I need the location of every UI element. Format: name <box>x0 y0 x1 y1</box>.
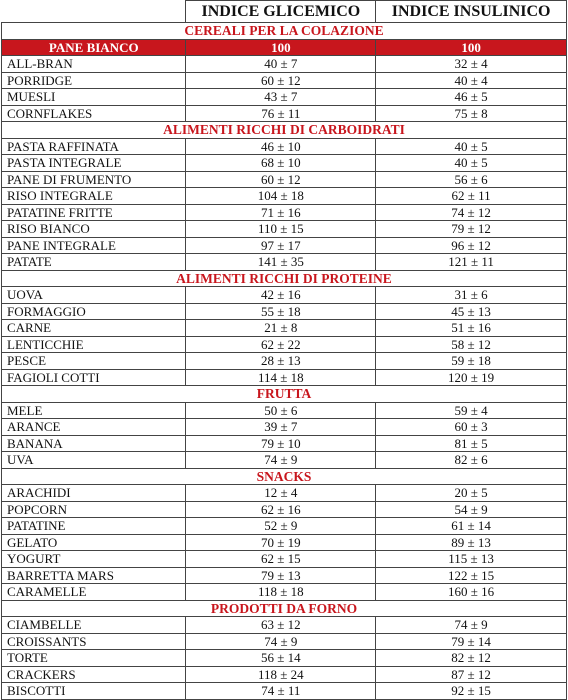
table-row <box>2 369 567 386</box>
insulin-index-value: 79 ± 14 <box>376 633 567 650</box>
glycemic-index-value: 74 ± 9 <box>186 452 376 469</box>
glycemic-index-value: 110 ± 15 <box>186 221 376 238</box>
table-row <box>2 452 567 469</box>
section-header-row <box>2 270 567 287</box>
insulin-index-value: 56 ± 6 <box>376 171 567 188</box>
insulin-index-value: 40 ± 5 <box>376 138 567 155</box>
food-name: GELATO <box>2 534 186 551</box>
food-name: PASTA RAFFINATA <box>2 138 186 155</box>
table-row <box>2 89 567 106</box>
insulin-index-value: 81 ± 5 <box>376 435 567 452</box>
food-name: POPCORN <box>2 501 186 518</box>
table-row <box>2 485 567 502</box>
glycemic-index-value: 28 ± 13 <box>186 353 376 370</box>
table-row <box>2 650 567 667</box>
glycemic-index-value: 56 ± 14 <box>186 650 376 667</box>
reference-food-name: PANE BIANCO <box>2 39 186 56</box>
food-name: RISO BIANCO <box>2 221 186 238</box>
glycemic-index-value: 46 ± 10 <box>186 138 376 155</box>
glycemic-index-value: 55 ± 18 <box>186 303 376 320</box>
insulin-index-value: 51 ± 16 <box>376 320 567 337</box>
glycemic-index-value: 40 ± 7 <box>186 56 376 73</box>
insulin-index-value: 59 ± 18 <box>376 353 567 370</box>
glycemic-index-value: 62 ± 16 <box>186 501 376 518</box>
section-title: ALIMENTI RICCHI DI CARBOIDRATI <box>2 122 567 139</box>
table-row <box>2 419 567 436</box>
food-name: PANE DI FRUMENTO <box>2 171 186 188</box>
glycemic-index-value: 76 ± 11 <box>186 105 376 122</box>
food-name: CIAMBELLE <box>2 617 186 634</box>
food-name: PESCE <box>2 353 186 370</box>
reference-glycemic-value: 100 <box>186 39 376 56</box>
food-name: MELE <box>2 402 186 419</box>
glycemic-index-value: 141 ± 35 <box>186 254 376 271</box>
food-name: BANANA <box>2 435 186 452</box>
header-corner <box>2 1 186 23</box>
section-title: SNACKS <box>2 468 567 485</box>
table-row <box>2 320 567 337</box>
section-header-row <box>2 122 567 139</box>
header-row <box>2 1 567 23</box>
insulin-index-value: 82 ± 6 <box>376 452 567 469</box>
table-row <box>2 353 567 370</box>
section-title: FRUTTA <box>2 386 567 403</box>
insulin-index-value: 160 ± 16 <box>376 584 567 601</box>
table-row <box>2 287 567 304</box>
table-row <box>2 221 567 238</box>
glycemic-index-value: 118 ± 18 <box>186 584 376 601</box>
food-name: LENTICCHIE <box>2 336 186 353</box>
insulin-index-value: 20 ± 5 <box>376 485 567 502</box>
food-name: PATATE <box>2 254 186 271</box>
table-row <box>2 518 567 535</box>
glycemic-index-value: 79 ± 13 <box>186 567 376 584</box>
table-row <box>2 534 567 551</box>
insulin-index-value: 54 ± 9 <box>376 501 567 518</box>
glycemic-index-value: 39 ± 7 <box>186 419 376 436</box>
section-header-row <box>2 386 567 403</box>
glycemic-index-value: 70 ± 19 <box>186 534 376 551</box>
glycemic-index-value: 74 ± 9 <box>186 633 376 650</box>
insulin-index-value: 62 ± 11 <box>376 188 567 205</box>
glycemic-index-value: 63 ± 12 <box>186 617 376 634</box>
insulin-index-value: 82 ± 12 <box>376 650 567 667</box>
table-row <box>2 551 567 568</box>
food-name: PORRIDGE <box>2 72 186 89</box>
table-row <box>2 633 567 650</box>
insulin-index-value: 40 ± 5 <box>376 155 567 172</box>
table-row <box>2 254 567 271</box>
insulin-index-value: 61 ± 14 <box>376 518 567 535</box>
section-title: PRODOTTI DA FORNO <box>2 600 567 617</box>
index-table <box>1 0 567 700</box>
food-name: ARACHIDI <box>2 485 186 502</box>
glycemic-index-value: 114 ± 18 <box>186 369 376 386</box>
food-name: CRACKERS <box>2 666 186 683</box>
table-row <box>2 303 567 320</box>
food-name: CROISSANTS <box>2 633 186 650</box>
glycemic-index-value: 62 ± 22 <box>186 336 376 353</box>
glycemic-index-value: 118 ± 24 <box>186 666 376 683</box>
glycemic-index-value: 60 ± 12 <box>186 171 376 188</box>
section-header-row <box>2 468 567 485</box>
table-row <box>2 188 567 205</box>
insulin-index-value: 58 ± 12 <box>376 336 567 353</box>
table-row <box>2 105 567 122</box>
table-body <box>2 23 567 700</box>
glycemic-index-value: 104 ± 18 <box>186 188 376 205</box>
food-name: PANE INTEGRALE <box>2 237 186 254</box>
glycemic-index-value: 60 ± 12 <box>186 72 376 89</box>
food-name: CARNE <box>2 320 186 337</box>
insulin-index-value: 79 ± 12 <box>376 221 567 238</box>
insulin-index-value: 74 ± 9 <box>376 617 567 634</box>
table-row <box>2 402 567 419</box>
table-row <box>2 336 567 353</box>
table-row <box>2 584 567 601</box>
table-row <box>2 72 567 89</box>
food-name: TORTE <box>2 650 186 667</box>
insulin-index-value: 96 ± 12 <box>376 237 567 254</box>
food-name: RISO INTEGRALE <box>2 188 186 205</box>
insulin-index-value: 120 ± 19 <box>376 369 567 386</box>
section-header-row <box>2 23 567 40</box>
food-name: CARAMELLE <box>2 584 186 601</box>
glycemic-index-value: 12 ± 4 <box>186 485 376 502</box>
section-title: ALIMENTI RICCHI DI PROTEINE <box>2 270 567 287</box>
insulin-index-value: 115 ± 13 <box>376 551 567 568</box>
table-row <box>2 501 567 518</box>
food-name: PATATINE <box>2 518 186 535</box>
food-name: MUESLI <box>2 89 186 106</box>
table-row <box>2 666 567 683</box>
insulin-index-value: 40 ± 4 <box>376 72 567 89</box>
glycemic-index-value: 97 ± 17 <box>186 237 376 254</box>
insulin-index-value: 32 ± 4 <box>376 56 567 73</box>
food-name: YOGURT <box>2 551 186 568</box>
insulin-index-value: 89 ± 13 <box>376 534 567 551</box>
food-name: PASTA INTEGRALE <box>2 155 186 172</box>
table-row <box>2 683 567 700</box>
food-name: BARRETTA MARS <box>2 567 186 584</box>
section-header-row <box>2 600 567 617</box>
glycemic-index-value: 74 ± 11 <box>186 683 376 700</box>
table-row <box>2 155 567 172</box>
table-row <box>2 567 567 584</box>
food-name: PATATINE FRITTE <box>2 204 186 221</box>
table-row <box>2 56 567 73</box>
glycemic-index-value: 79 ± 10 <box>186 435 376 452</box>
food-name: FORMAGGIO <box>2 303 186 320</box>
table-row <box>2 171 567 188</box>
reference-row <box>2 39 567 56</box>
insulin-index-value: 92 ± 15 <box>376 683 567 700</box>
insulin-index-value: 75 ± 8 <box>376 105 567 122</box>
insulin-index-value: 122 ± 15 <box>376 567 567 584</box>
food-name: CORNFLAKES <box>2 105 186 122</box>
insulin-index-value: 45 ± 13 <box>376 303 567 320</box>
table-row <box>2 435 567 452</box>
food-name: BISCOTTI <box>2 683 186 700</box>
insulin-index-value: 121 ± 11 <box>376 254 567 271</box>
food-name: UOVA <box>2 287 186 304</box>
glycemic-index-value: 42 ± 16 <box>186 287 376 304</box>
glycemic-index-value: 62 ± 15 <box>186 551 376 568</box>
glycemic-index-value: 21 ± 8 <box>186 320 376 337</box>
header-insulin-index: INDICE INSULINICO <box>376 1 567 23</box>
table-row <box>2 204 567 221</box>
insulin-index-value: 31 ± 6 <box>376 287 567 304</box>
food-name: FAGIOLI COTTI <box>2 369 186 386</box>
insulin-index-value: 59 ± 4 <box>376 402 567 419</box>
glycemic-index-value: 68 ± 10 <box>186 155 376 172</box>
glycemic-index-value: 71 ± 16 <box>186 204 376 221</box>
header-glycemic-index: INDICE GLICEMICO <box>186 1 376 23</box>
glycemic-index-value: 43 ± 7 <box>186 89 376 106</box>
table-row <box>2 138 567 155</box>
glycemic-index-value: 50 ± 6 <box>186 402 376 419</box>
insulin-index-value: 60 ± 3 <box>376 419 567 436</box>
insulin-index-value: 74 ± 12 <box>376 204 567 221</box>
section-title: CEREALI PER LA COLAZIONE <box>2 23 567 40</box>
insulin-index-value: 46 ± 5 <box>376 89 567 106</box>
glycemic-index-value: 52 ± 9 <box>186 518 376 535</box>
insulin-index-value: 87 ± 12 <box>376 666 567 683</box>
food-name: ARANCE <box>2 419 186 436</box>
reference-insulin-value: 100 <box>376 39 567 56</box>
table-row <box>2 237 567 254</box>
food-name: UVA <box>2 452 186 469</box>
food-name: ALL-BRAN <box>2 56 186 73</box>
table-row <box>2 617 567 634</box>
